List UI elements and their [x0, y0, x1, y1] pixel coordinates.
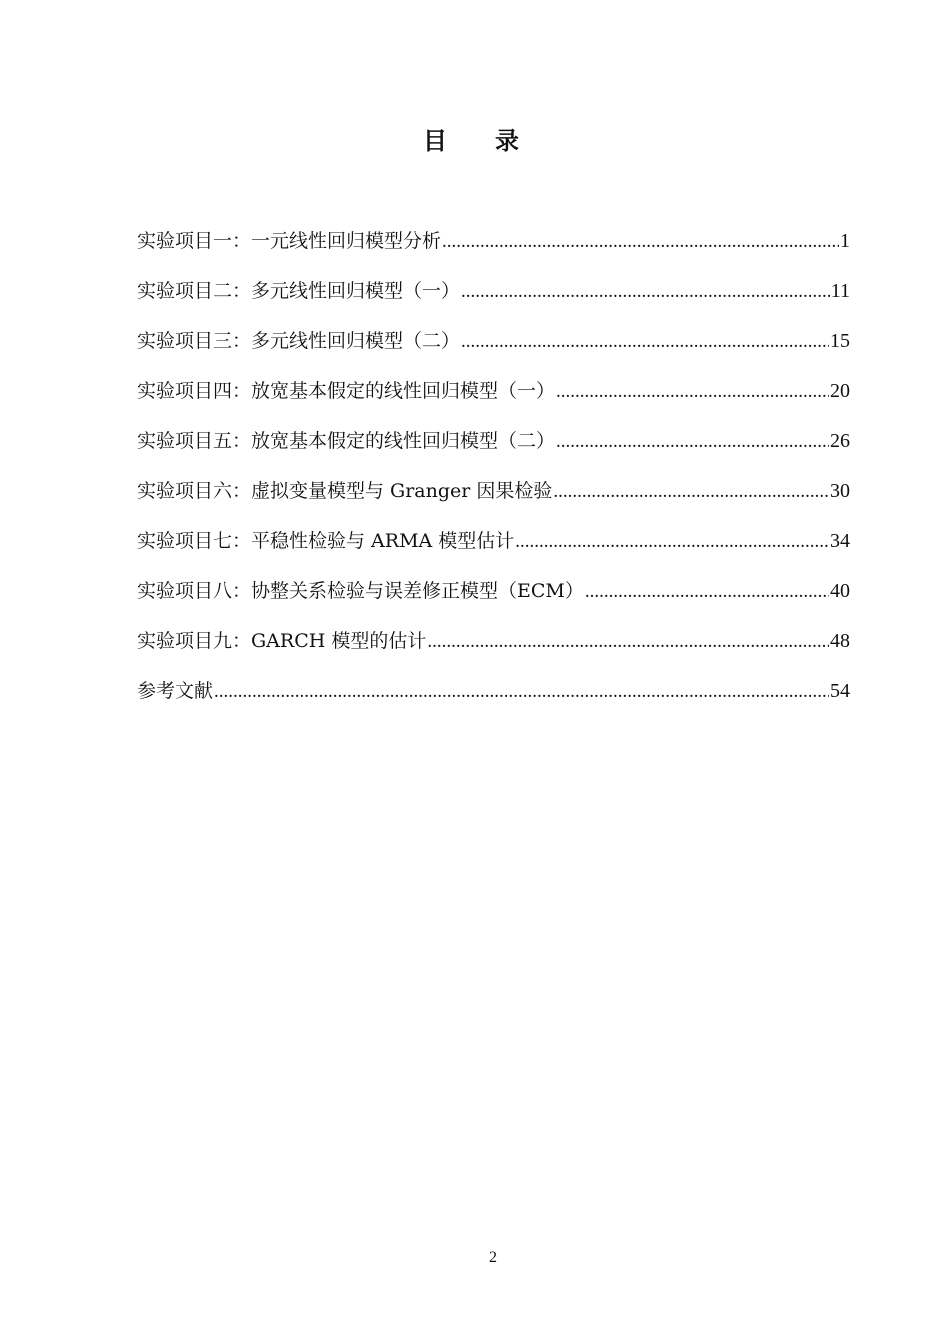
toc-entry-label: 实验项目六：虚拟变量模型与 Granger 因果检验 [137, 480, 553, 502]
toc-entry[interactable] [137, 676, 850, 726]
toc-entry-page: 20 [830, 380, 850, 402]
toc-entry[interactable] [137, 626, 850, 676]
toc-entry-label: 实验项目二：多元线性回归模型（一） [137, 280, 461, 302]
toc-entry-label: 参考文献 [137, 680, 214, 702]
toc-entry[interactable] [137, 526, 850, 576]
page-number: 2 [489, 1249, 497, 1266]
toc-entry-page: 48 [830, 630, 850, 652]
toc-entry[interactable] [137, 226, 850, 276]
toc-entry[interactable] [137, 376, 850, 426]
toc-entry-page: 40 [830, 580, 850, 602]
toc-entry-page: 26 [830, 430, 850, 452]
toc-dot-leader [585, 577, 829, 607]
toc-entry-label: 实验项目八：协整关系检验与误差修正模型（ECM） [137, 580, 584, 602]
toc-entry-label: 实验项目九：GARCH 模型的估计 [137, 630, 427, 652]
page-title: 目录 [423, 127, 567, 155]
toc-dot-leader [515, 527, 829, 557]
toc-entry-page: 30 [830, 480, 850, 502]
toc-entry[interactable] [137, 426, 850, 476]
toc-entry-label: 实验项目七：平稳性检验与 ARMA 模型估计 [137, 530, 515, 552]
toc-dot-leader [553, 477, 829, 507]
toc-dot-leader [461, 277, 830, 307]
toc-dot-leader [556, 427, 829, 457]
toc-entry[interactable] [137, 476, 850, 526]
toc-entry-page: 54 [830, 680, 850, 702]
toc-dot-leader [461, 327, 829, 357]
toc-entry-label: 实验项目一：一元线性回归模型分析 [137, 230, 442, 252]
toc-entry-label: 实验项目三：多元线性回归模型（二） [137, 330, 461, 352]
toc-entry-label: 实验项目四：放宽基本假定的线性回归模型（一） [137, 380, 556, 402]
table-of-contents [137, 226, 850, 726]
toc-entry-page: 34 [830, 530, 850, 552]
toc-entry-page: 11 [830, 280, 850, 302]
toc-dot-leader [214, 677, 829, 707]
toc-dot-leader [556, 377, 829, 407]
toc-entry-label: 实验项目五：放宽基本假定的线性回归模型（二） [137, 430, 556, 452]
toc-dot-leader [442, 227, 839, 257]
toc-dot-leader [427, 627, 829, 657]
toc-entry[interactable] [137, 576, 850, 626]
toc-entry[interactable] [137, 276, 850, 326]
toc-entry-page: 15 [830, 330, 850, 352]
toc-entry-page: 1 [840, 230, 850, 252]
toc-entry[interactable] [137, 326, 850, 376]
